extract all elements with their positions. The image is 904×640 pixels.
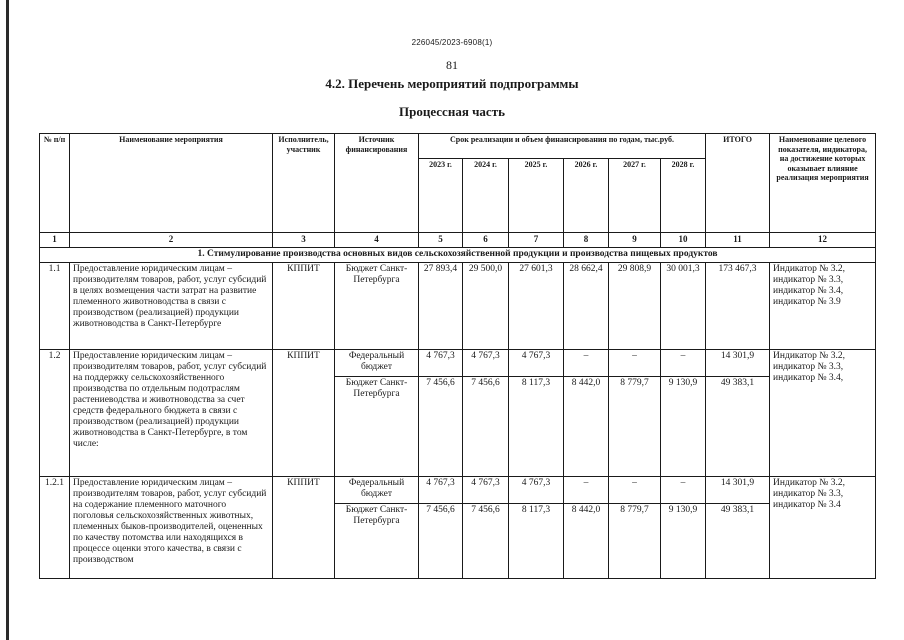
row-value: 28 662,4 xyxy=(564,263,609,350)
column-number-row xyxy=(40,233,876,248)
column-number: 10 xyxy=(661,233,706,248)
document-number: 226045/2023-6908(1) xyxy=(411,38,493,47)
row-source: Бюджет Санкт-Петербурга xyxy=(335,504,419,579)
header-year: 2028 г. xyxy=(661,159,706,233)
row-name: Предоставление юридическим лицам – производителям товаров, работ, услуг субсидий на поддержку сельскохозяйственного производства по отдельным подотраслям растениеводства и животноводства за счет средств федерального бюджета в связи с производством (реализацией) продукции животноводства в Санкт-Петербурге, в том числе: xyxy=(70,350,273,477)
row-value: 7 456,6 xyxy=(463,377,509,477)
row-value: 8 779,7 xyxy=(609,504,661,579)
row-value: 4 767,3 xyxy=(419,350,463,377)
row-executor: КППИТ xyxy=(273,477,335,579)
row-name: Предоставление юридическим лицам – производителям товаров, работ, услуг субсидий на содержание племенного маточного поголовья сельскохозяйственных животных, племенных быков-производителей, оцененных по качеству потомства или находящихся в процессе оценки этого качества, в связи с производством xyxy=(70,477,273,579)
column-number: 4 xyxy=(335,233,419,248)
table-row xyxy=(40,263,876,350)
row-value: 7 456,6 xyxy=(419,377,463,477)
row-executor: КППИТ xyxy=(273,350,335,477)
row-total: 14 301,9 xyxy=(706,350,770,377)
row-value: 8 117,3 xyxy=(509,377,564,477)
row-value: 29 500,0 xyxy=(463,263,509,350)
column-number: 8 xyxy=(564,233,609,248)
row-number: 1.2.1 xyxy=(40,477,70,579)
row-executor: КППИТ xyxy=(273,263,335,350)
page-subtitle: Процессная часть xyxy=(399,104,505,119)
header-executor: Исполнитель, участник xyxy=(273,134,335,233)
page-title: 4.2. Перечень мероприятий подпрограммы xyxy=(325,76,579,91)
row-indicator: Индикатор № 3.2, индикатор № 3.3, индикатор № 3.4, индикатор № 3.9 xyxy=(770,263,876,350)
section-row xyxy=(40,248,876,263)
row-value: – xyxy=(661,350,706,377)
activities-table xyxy=(39,133,876,579)
row-source: Бюджет Санкт-Петербурга xyxy=(335,263,419,350)
header-year: 2025 г. xyxy=(509,159,564,233)
table-row xyxy=(40,477,876,504)
header-year: 2027 г. xyxy=(609,159,661,233)
row-value: 30 001,3 xyxy=(661,263,706,350)
header-year: 2024 г. xyxy=(463,159,509,233)
header-total: ИТОГО xyxy=(706,134,770,233)
column-number: 6 xyxy=(463,233,509,248)
row-total: 14 301,9 xyxy=(706,477,770,504)
row-value: 8 117,3 xyxy=(509,504,564,579)
row-value: 8 442,0 xyxy=(564,504,609,579)
section-title: 1. Стимулирование производства основных видов сельскохозяйственной продукции и производства пищевых продуктов xyxy=(40,248,876,263)
page-edge-mark xyxy=(6,0,9,640)
row-value: 7 456,6 xyxy=(463,504,509,579)
column-number: 3 xyxy=(273,233,335,248)
row-name: Предоставление юридическим лицам – производителям товаров, работ, услуг субсидий в целях возмещения части затрат на развитие племенного животноводства в связи с производством (реализацией) продукции животноводства в Санкт-Петербурге xyxy=(70,263,273,350)
row-value: 8 779,7 xyxy=(609,377,661,477)
column-number: 11 xyxy=(706,233,770,248)
header-indicator: Наименование целевого показателя, индикатора, на достижение которых оказывает влияние реализация мероприятия xyxy=(770,134,876,233)
row-value: – xyxy=(609,350,661,377)
row-value: 27 893,4 xyxy=(419,263,463,350)
row-value: 9 130,9 xyxy=(661,504,706,579)
row-indicator: Индикатор № 3.2, индикатор № 3.3, индикатор № 3.4 xyxy=(770,477,876,579)
column-number: 9 xyxy=(609,233,661,248)
row-value: 4 767,3 xyxy=(463,477,509,504)
header-year: 2026 г. xyxy=(564,159,609,233)
row-value: 4 767,3 xyxy=(509,350,564,377)
header-num: № п/п xyxy=(40,134,70,233)
row-source: Федеральный бюджет xyxy=(335,350,419,377)
column-number: 7 xyxy=(509,233,564,248)
header-name: Наименование мероприятия xyxy=(70,134,273,233)
row-value: 27 601,3 xyxy=(509,263,564,350)
header-source: Источник финансирования xyxy=(335,134,419,233)
row-value: 7 456,6 xyxy=(419,504,463,579)
row-value: 4 767,3 xyxy=(509,477,564,504)
table-row xyxy=(40,350,876,377)
row-source: Бюджет Санкт-Петербурга xyxy=(335,377,419,477)
row-source: Федеральный бюджет xyxy=(335,477,419,504)
row-value: 8 442,0 xyxy=(564,377,609,477)
row-value: – xyxy=(609,477,661,504)
header-row-top xyxy=(40,134,876,159)
row-total: 49 383,1 xyxy=(706,504,770,579)
row-value: – xyxy=(564,477,609,504)
row-value: 29 808,9 xyxy=(609,263,661,350)
row-value: 4 767,3 xyxy=(419,477,463,504)
header-year: 2023 г. xyxy=(419,159,463,233)
column-number: 5 xyxy=(419,233,463,248)
row-total: 49 383,1 xyxy=(706,377,770,477)
row-value: – xyxy=(564,350,609,377)
column-number: 1 xyxy=(40,233,70,248)
row-indicator: Индикатор № 3.2, индикатор № 3.3, индикатор № 3.4, xyxy=(770,350,876,477)
page-number: 81 xyxy=(446,58,458,72)
row-number: 1.1 xyxy=(40,263,70,350)
column-number: 2 xyxy=(70,233,273,248)
header-period: Срок реализации и объем финансирования по годам, тыс.руб. xyxy=(419,134,706,159)
column-number: 12 xyxy=(770,233,876,248)
row-value: 4 767,3 xyxy=(463,350,509,377)
row-value: – xyxy=(661,477,706,504)
row-value: 9 130,9 xyxy=(661,377,706,477)
row-total: 173 467,3 xyxy=(706,263,770,350)
row-number: 1.2 xyxy=(40,350,70,477)
